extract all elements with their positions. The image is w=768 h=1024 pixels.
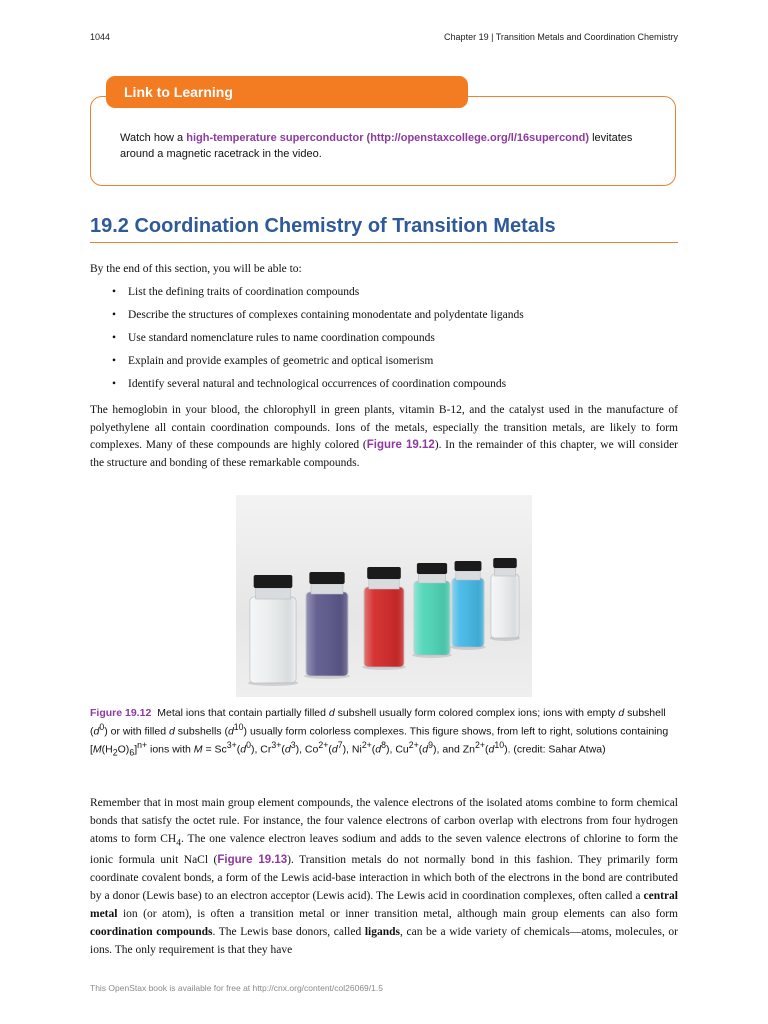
term-central-metal: central metal: [90, 889, 678, 920]
vial-4: [412, 563, 452, 658]
paragraph-hemoglobin: The hemoglobin in your blood, the chlorophyll in green plants, vitamin B-12, and the catalyst used in the manufacture of polyethylene all contain coordination compounds. Ions of the metals, especially the transition metals, are likely to form complexes. Many of these compounds are highly colored (Figure 19.12). In the remainder of this chapter, we will consider the structure and bonding of these remarkable compounds.: [90, 404, 679, 469]
vial-6: [490, 558, 521, 641]
page-header: [90, 32, 678, 42]
vial-2: [304, 572, 350, 679]
link-to-learning-title: Link to Learning: [106, 76, 468, 108]
list-item: • Describe the structures of complexes containing monodentate and polydentate ligands: [112, 306, 524, 329]
term-ligands: ligands: [364, 925, 400, 938]
figure-19-12-link[interactable]: Figure 19.12: [366, 439, 435, 451]
list-item: • Explain and provide examples of geometric and optical isomerism: [112, 352, 524, 375]
vial-3: [362, 567, 406, 670]
page-number: 1044: [90, 32, 111, 42]
paragraph-valence: Remember that in most main group element compounds, the valence electrons of the isolated atoms combine to form chemical bonds that satisfy the octet rule. For instance, the four valence electrons of carbon overlap with electrons from four hydrogen atoms to form $CH_4$. The one valence electron leaves sodium and adds to the seven valence electrons of chlorine to form the ionic formula unit NaCl (Figure 19.13). Transition metals do not normally bond in this fashion. They primarily form coordinate covalent bonds, a form of the Lewis acid-base interaction in which both of the electrons in the bond are contributed by a donor (Lewis base) to an electron acceptor (Lewis acid). The Lewis acid in coordination complexes, often called a central metal ion (or atom), is often a transition metal or inner transition metal, although main group elements can also form coordination compounds. The Lewis base donors, called ligands, can be a wide variety of chemicals—atoms, molecules, or ions. The only requirement is that they have: [90, 797, 679, 956]
link-to-learning-text: Watch how a high-temperature superconductor (http://openstaxcollege.org/l/16supercond) levitates around a magnetic racetrack in the video.: [120, 132, 633, 160]
vial-5: [450, 561, 485, 650]
figure-caption: Figure 19.12 Metal ions that contain partially filled d subshell usually form colored complex ions; ions with empty d subshell $(d^0)$ or with filled d subshells $(d^{10})$ usually form colorless complexes. This figure shows, from left to right, solutions containing $[M(H_2O)_6]^{n+}$ ions with $M = Sc^{3+}(d^0)$, $Cr^{3+}(d^3)$, $Co^{2+}(d^7)$, $Ni^{2+}(d^8)$, $Cu^{2+}(d^9)$, and $Zn^{2+}(d^{10})$. (credit: Sahar Atwa): [90, 707, 669, 758]
list-item: • List the defining traits of coordination compounds: [112, 283, 524, 306]
section-title: 19.2 Coordination Chemistry of Transition Metals: [90, 215, 678, 243]
superconductor-link[interactable]: high-temperature superconductor (http://openstaxcollege.org/l/16supercond): [186, 132, 590, 144]
vials-illustration: [236, 495, 532, 697]
list-item: • Use standard nomenclature rules to name coordination compounds: [112, 329, 524, 352]
term-coordination-compounds: coordination compounds: [90, 925, 213, 938]
page-footer: This OpenStax book is available for free at http://cnx.org/content/col26069/1.5: [90, 983, 383, 993]
chapter-title: Chapter 19 | Transition Metals and Coordination Chemistry: [444, 32, 678, 42]
vials-photo: [236, 495, 532, 697]
objectives-list: [112, 283, 524, 398]
vial-1: [248, 575, 299, 686]
objectives-intro: By the end of this section, you will be able to:: [90, 263, 302, 275]
list-item: • Identify several natural and technological occurrences of coordination compounds: [112, 375, 524, 398]
figure-label: Figure 19.12: [90, 707, 152, 719]
figure-19-13-link[interactable]: Figure 19.13: [217, 854, 288, 867]
